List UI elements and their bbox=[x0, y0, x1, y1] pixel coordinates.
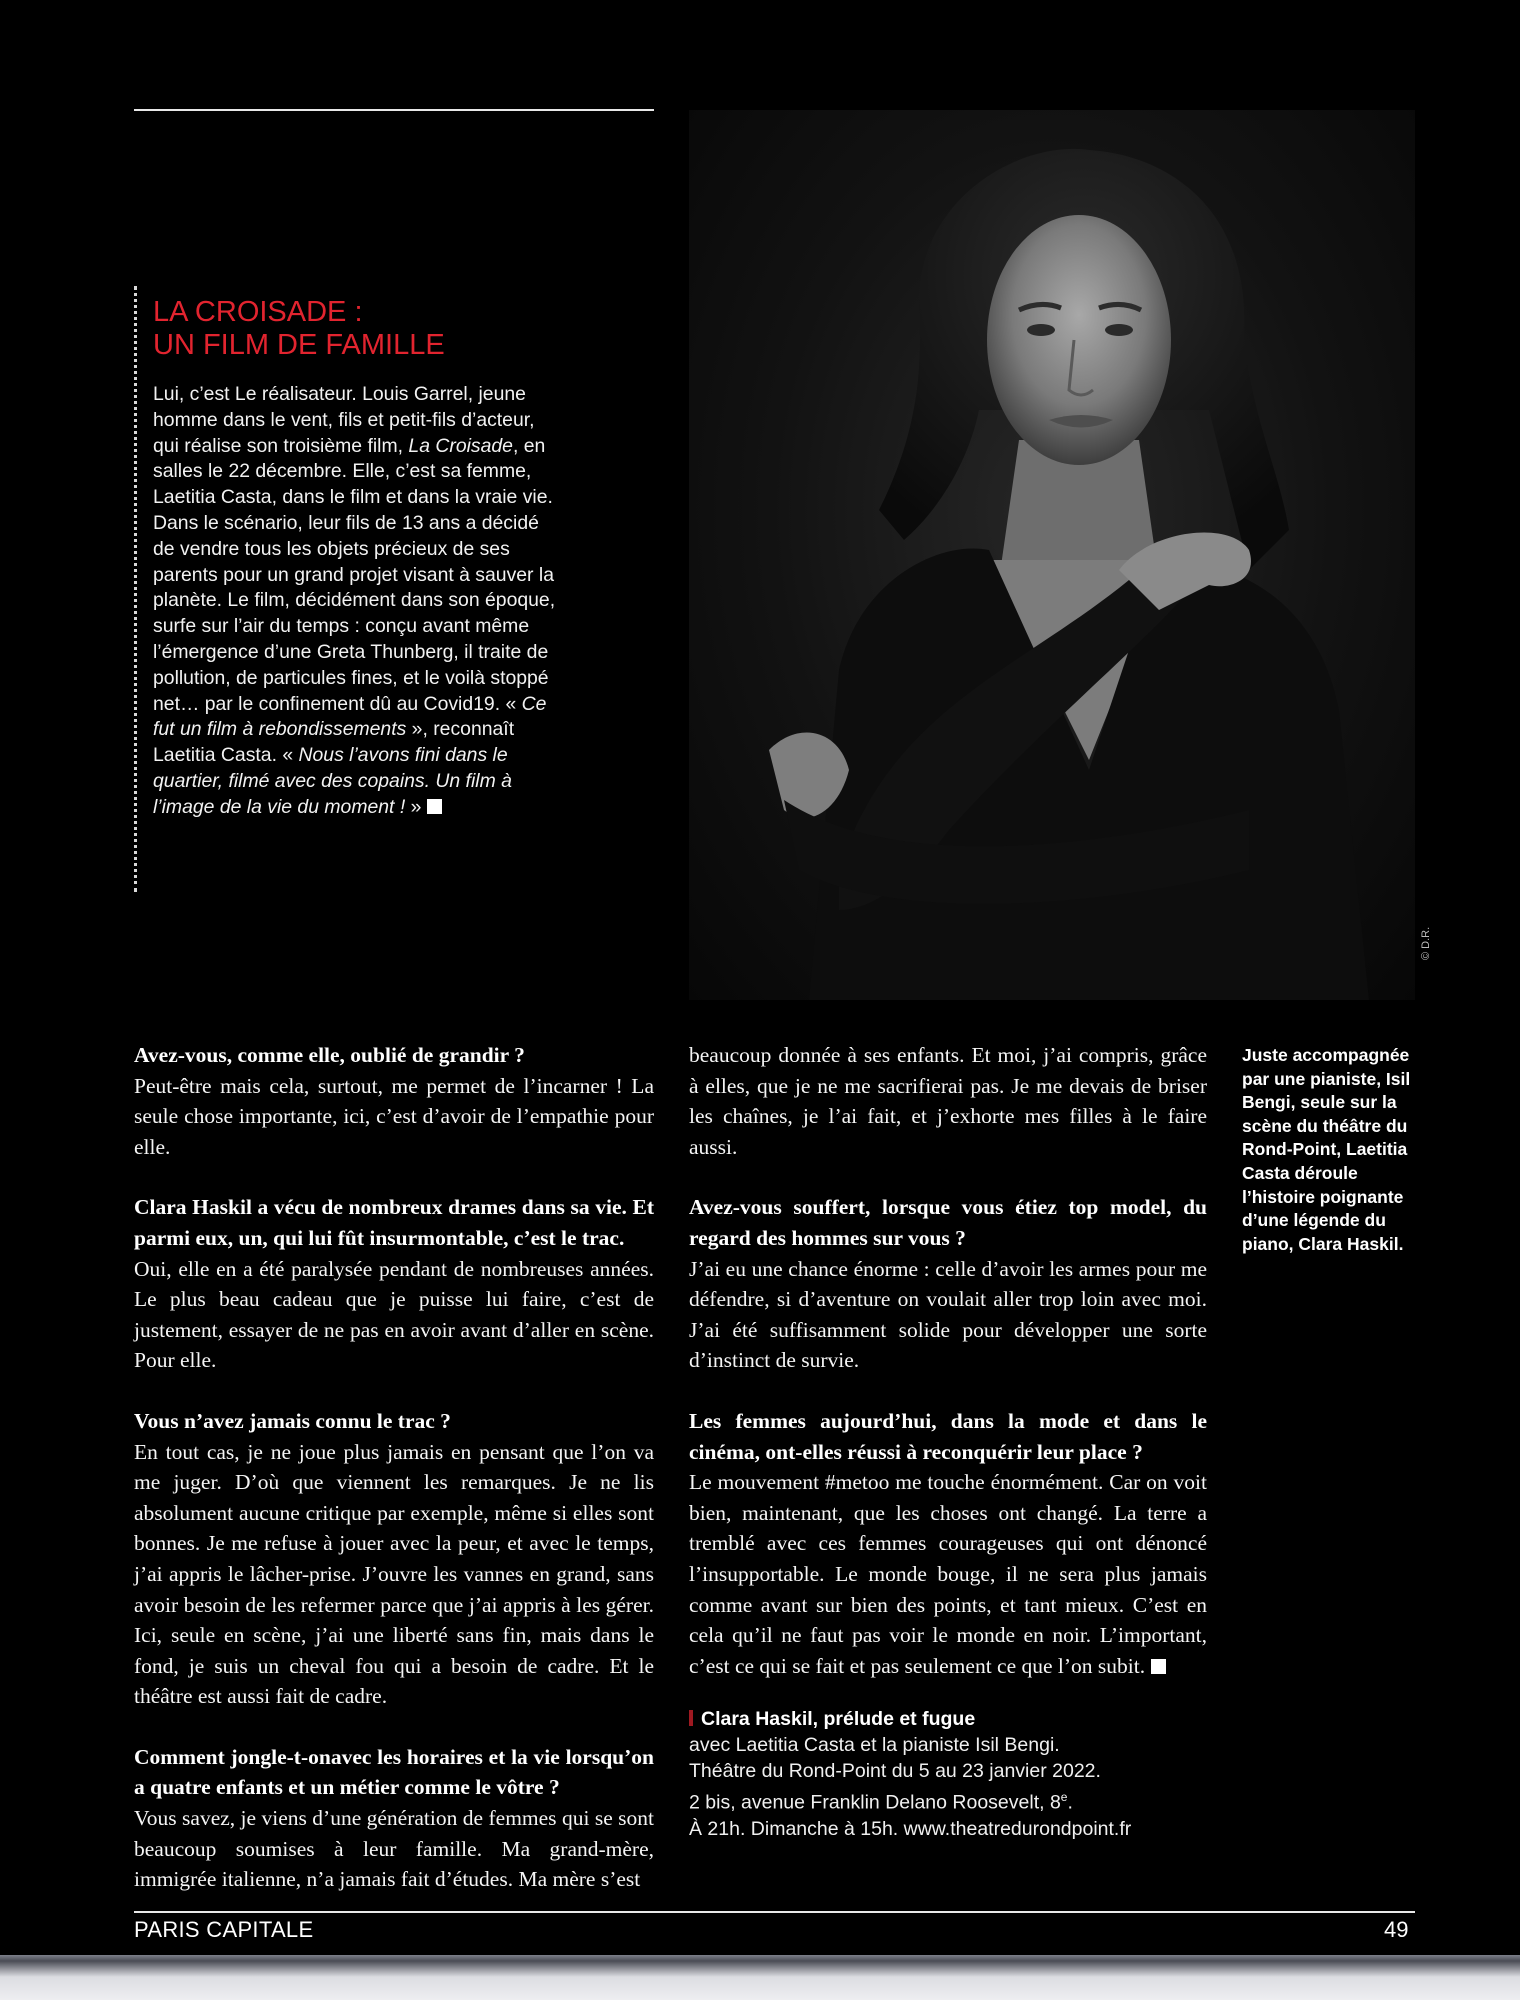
portrait-illustration bbox=[689, 110, 1415, 1000]
sidebar-title-line1: LA CROISADE : bbox=[153, 296, 363, 328]
ordinal-suffix: e bbox=[1060, 1790, 1068, 1804]
red-bar-icon bbox=[689, 1710, 693, 1726]
scan-edge-strip bbox=[0, 1955, 1520, 2000]
sidebar-text bbox=[153, 382, 564, 821]
qa-block-4 bbox=[134, 1742, 654, 1895]
show-title-row bbox=[689, 1706, 1249, 1732]
qa-block-1 bbox=[134, 1040, 654, 1162]
end-mark-icon bbox=[427, 799, 442, 814]
sidebar-title-line2: UN FILM DE FAMILLE bbox=[153, 329, 445, 361]
show-times-website: À 21h. Dimanche à 15h. www.theatredurondpoint.fr bbox=[689, 1817, 1132, 1840]
show-dates: Théâtre du Rond-Point du 5 au 23 janvier 2022. bbox=[689, 1760, 1101, 1782]
answer-2: Oui, elle en a été paralysée pendant de nombreuses années. Le plus beau cadeau que je puisse lui faire, c’est de justement, essayer de ne pas en avoir avant d’aller en scène. Pour elle. bbox=[134, 1256, 654, 1373]
photo-credit: © D.R. bbox=[1420, 926, 1432, 960]
show-info bbox=[689, 1706, 1249, 1842]
question-4: Comment jongle-t-onavec les horaires et la vie lorsqu’on a quatre enfants et un métier comme le vôtre ? bbox=[134, 1744, 654, 1800]
footer-rule bbox=[134, 1911, 1415, 1913]
film-title: La Croisade bbox=[408, 434, 513, 457]
show-title: Clara Haskil, prélude et fugue bbox=[701, 1708, 976, 1730]
qa-block-3 bbox=[134, 1406, 654, 1712]
answer-1: Peut-être mais cela, surtout, me permet de l’incarner ! La seule chose importante, ici, c’est d’avoir de l’empathie pour elle. bbox=[134, 1073, 654, 1159]
sidebar-quote-2: Nous l’avons fini dans le quartier, filmé avec des copains. Un film à l’image de la vie du moment ! bbox=[153, 744, 512, 818]
sidebar-text-1: Lui, c’est Le réalisateur. Louis Garrel, jeune homme dans le vent, fils et petit-fils d’acteur, qui réalise son troisième film, bbox=[153, 383, 535, 457]
sidebar-text-3: », reconnaît Laetitia Casta. « bbox=[153, 718, 515, 767]
portrait-photo bbox=[689, 110, 1415, 1000]
answer-6: Le mouvement #metoo me touche énormément. Car on voit bien, maintenant, que les choses ont changé. La terre a tremblé avec ces femmes courageuses qui ont dénoncé l’insupportable. Le monde bouge, il ne sera plus jamais comme avant sur bien des points, et tant mieux. C’est en cela qu’il ne faut pas voir le monde en noir. L’important, c’est ce qui se fait et pas seulement ce que l’on subit. bbox=[689, 1470, 1207, 1678]
interview-column-1 bbox=[134, 1040, 654, 1925]
question-3: Vous n’avez jamais connu le trac ? bbox=[134, 1408, 451, 1433]
qa-block-6 bbox=[689, 1406, 1207, 1681]
sidebar-text-2: , en salles le 22 décembre. Elle, c’est sa femme, Laetitia Casta, dans le film et dans la vraie vie. Dans le scénario, leur fils de 13 ans a décidé de vendre tous les objets précieux de ses parents pour un grand projet visant à sauver la planète. Le film, décidément dans son époque, surfe sur l’air du temps : conçu avant même l’émergence d’une Greta Thunberg, il traite de pollution, de particules fines, et le voilà stoppé net… par le confinement dû au Covid19. « bbox=[153, 434, 556, 715]
question-1: Avez-vous, comme elle, oublié de grandir ? bbox=[134, 1043, 525, 1067]
sidebar-text-4: » bbox=[405, 795, 422, 818]
question-2: Clara Haskil a vécu de nombreux drames dans sa vie. Et parmi eux, un, qui lui fût insurmontable, c’est le trac. bbox=[134, 1195, 654, 1250]
page-number: 49 bbox=[1384, 1917, 1409, 1942]
sidebar-title bbox=[153, 296, 564, 362]
qa-block-2 bbox=[134, 1192, 654, 1376]
magazine-name: PARIS CAPITALE bbox=[134, 1917, 314, 1942]
show-cast: avec Laetitia Casta et la pianiste Isil Bengi. bbox=[689, 1734, 1060, 1756]
interview-column-2 bbox=[689, 1040, 1207, 1711]
top-rule bbox=[134, 109, 654, 111]
answer-5: J’ai eu une chance énorme : celle d’avoir les armes pour me défendre, si d’aventure on voulait aller trop loin avec moi. J’ai été suffisamment solide pour développer une sorte d’instinct de survie. bbox=[689, 1256, 1207, 1373]
answer-4-continued: beaucoup donnée à ses enfants. Et moi, j’ai compris, grâce à elles, que je ne me sacrifierai pas. Je me devais de briser les chaînes, je l’ai fait, et j’exhorte mes filles à le faire aussi. bbox=[689, 1043, 1207, 1159]
sidebar-box bbox=[134, 286, 564, 892]
qa-block-5 bbox=[689, 1192, 1207, 1376]
show-address: 2 bis, avenue Franklin Delano Roosevelt, 8e. bbox=[689, 1790, 1073, 1814]
question-5: Avez-vous souffert, lorsque vous étiez top model, du regard des hommes sur vous ? bbox=[689, 1195, 1207, 1250]
answer-3: En tout cas, je ne joue plus jamais en pensant que l’on va me juger. D’où que viennent les remarques. Je ne lis absolument aucune critique par exemple, même si elles sont bonnes. Je me refuse à jouer avec la peur, et avec le temps, j’ai appris le lâcher-prise. J’ouvre les vannes en grand, sans avoir besoin de les refermer parce que j’ai appris à les gérer. Ici, seule en scène, j’ai une liberté sans fin, mais dans le fond, je suis un cheval fou qui a besoin de cadre. Et le théâtre est aussi fait de cadre. bbox=[134, 1439, 654, 1709]
sidebar-quote-1: Ce fut un film à rebondissements bbox=[153, 692, 547, 741]
photo-caption: Juste accompagnée par une pianiste, Isil Bengi, seule sur la scène du théâtre du Rond-Point, Laetitia Casta déroule l’histoire poignante d’une légende du piano, Clara Haskil. bbox=[1242, 1045, 1411, 1254]
question-6: Les femmes aujourd’hui, dans la mode et dans le cinéma, ont-elles réussi à reconquérir leur place ? bbox=[689, 1408, 1207, 1464]
end-mark-icon bbox=[1151, 1659, 1166, 1674]
answer-4: Vous savez, je viens d’une génération de femmes qui se sont beaucoup soumises à leur famille. Ma grand-mère, immigrée italienne, n’a jamais fait d’études. Ma mère s’est bbox=[134, 1806, 654, 1892]
